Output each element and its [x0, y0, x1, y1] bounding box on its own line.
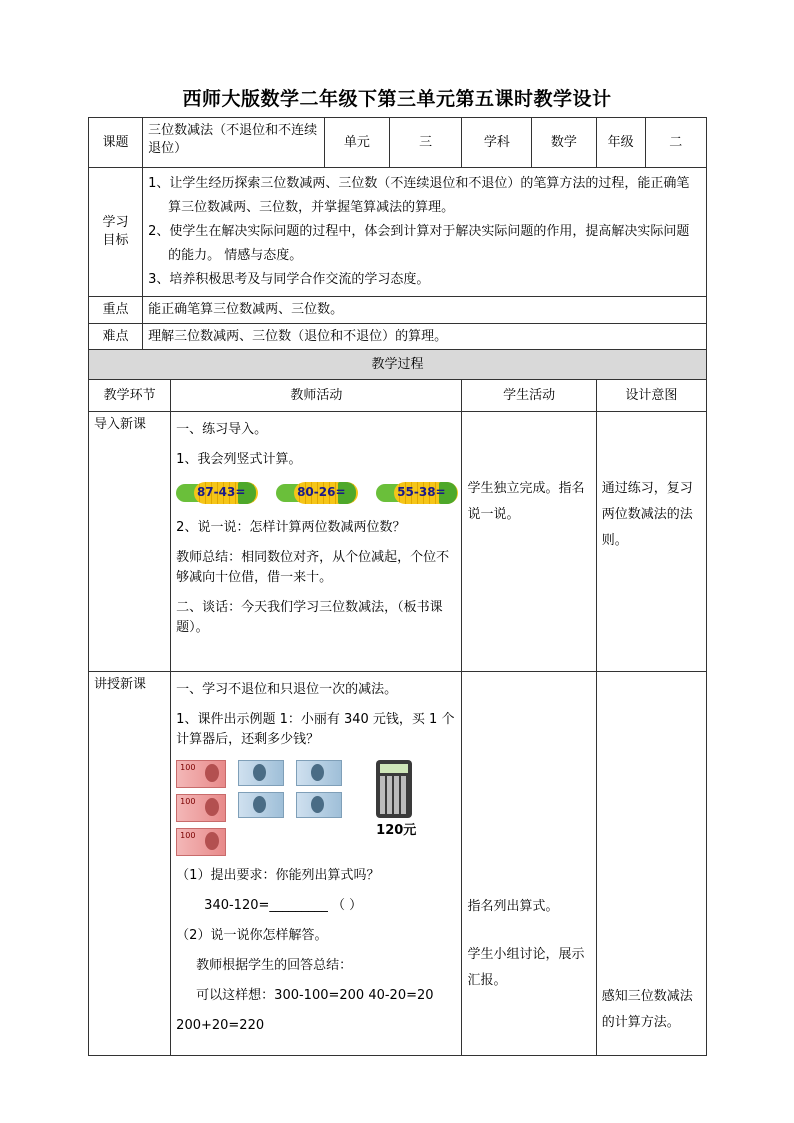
activity-line: 可以这样想：300-100=200 40-20=20	[196, 988, 434, 1004]
xue-ke-label: 学科	[462, 118, 532, 168]
section-name: 讲授新课	[89, 672, 171, 1056]
ke-ti-label: 课题	[89, 118, 143, 168]
ten-yuan-note-icon	[296, 792, 342, 818]
document-title: 西师大版数学二年级下第三单元第五课时教学设计	[182, 88, 612, 110]
design-intent: 通过练习，复习两位数减法的法则。	[596, 412, 706, 672]
dan-yuan-value: 三	[389, 118, 462, 168]
activity-line: 二、谈话：今天我们学习三位数减法，（板书课题）。	[176, 600, 443, 636]
money-illustration	[176, 760, 456, 856]
difficulty-text: 理解三位数减两、三位数（退位和不退位）的算理。	[143, 323, 707, 350]
calculator-price: 120元	[376, 823, 417, 839]
column-header: 学生活动	[462, 380, 596, 412]
teacher-activity	[171, 412, 462, 672]
activity-line: 1、课件出示例题 1：小丽有 340 元钱，买 1 个计算器后，还剩多少钱？	[176, 712, 455, 748]
nian-ji-label: 年级	[596, 118, 645, 168]
process-title: 教学过程	[89, 350, 707, 380]
key-point-label: 重点	[89, 297, 143, 324]
ten-yuan-note-icon	[296, 760, 342, 786]
goal-item: 1、让学生经历探索三位数减两、三位数（不连续退位和不退位）的笔算方法的过程，能正确笔算三位数减两、三位数，并掌握笔算减法的算理。	[148, 176, 690, 215]
student-activity: 学生独立完成。指名说一说。	[462, 412, 596, 672]
key-point-text: 能正确笔算三位数减两、三位数。	[143, 297, 707, 324]
corn-exercises	[176, 480, 456, 506]
nian-ji-value: 二	[645, 118, 706, 168]
activity-line: 1、我会列竖式计算。	[176, 452, 302, 468]
hundred-yuan-note-icon: 100	[176, 828, 226, 856]
activity-line: 教师总结：相同数位对齐，从个位减起，个位不够减向十位借，借一来十。	[176, 550, 450, 586]
teacher-activity	[171, 672, 462, 1056]
corn-exercise: 55-38=	[376, 480, 456, 506]
column-header: 教师活动	[171, 380, 462, 412]
section-name: 导入新课	[89, 412, 171, 672]
xue-ke-value: 数学	[532, 118, 597, 168]
activity-line: 教师根据学生的回答总结：	[196, 958, 353, 974]
design-intent	[596, 672, 706, 1056]
lesson-plan-table	[88, 117, 707, 1056]
corn-exercise: 87-43=	[176, 480, 256, 506]
column-header: 设计意图	[596, 380, 706, 412]
activity-line: 2、说一说：怎样计算两位数减两位数？	[176, 520, 406, 536]
intent-line: 感知三位数减法的计算方法。	[601, 989, 693, 1031]
ten-yuan-note-icon	[238, 792, 284, 818]
goal-item: 3、培养积极思考及与同学合作交流的学习态度。	[148, 272, 430, 287]
activity-line: 一、学习不退位和只退位一次的减法。	[176, 682, 398, 698]
column-header: 教学环节	[89, 380, 171, 412]
corn-exercise: 80-26=	[276, 480, 356, 506]
ten-yuan-note-icon	[238, 760, 284, 786]
student-line: 指名列出算式。	[467, 899, 559, 915]
goals-content	[143, 168, 707, 297]
difficulty-label: 难点	[89, 323, 143, 350]
ke-ti-value: 三位数减法（不退位和不连续退位）	[143, 118, 325, 168]
hundred-yuan-note-icon: 100	[176, 760, 226, 788]
student-line: 学生小组讨论，展示汇报。	[467, 947, 585, 989]
activity-line: 一、练习导入。	[176, 422, 268, 438]
activity-line: 200+20=220	[176, 1018, 265, 1034]
student-activity	[462, 672, 596, 1056]
calculator-icon	[376, 760, 412, 818]
goals-label: 学习目标	[89, 168, 143, 297]
dan-yuan-label: 单元	[325, 118, 390, 168]
goal-item: 2、使学生在解决实际问题的过程中，体会到计算对于解决实际问题的作用，提高解决实际问题的能力。 情感与态度。	[148, 224, 690, 263]
activity-line: （2）说一说你怎样解答。	[176, 928, 328, 944]
activity-line: 340-120=_________ （ ）	[204, 898, 363, 914]
hundred-yuan-note-icon: 100	[176, 794, 226, 822]
activity-line: （1）提出要求：你能列出算式吗？	[176, 868, 380, 884]
